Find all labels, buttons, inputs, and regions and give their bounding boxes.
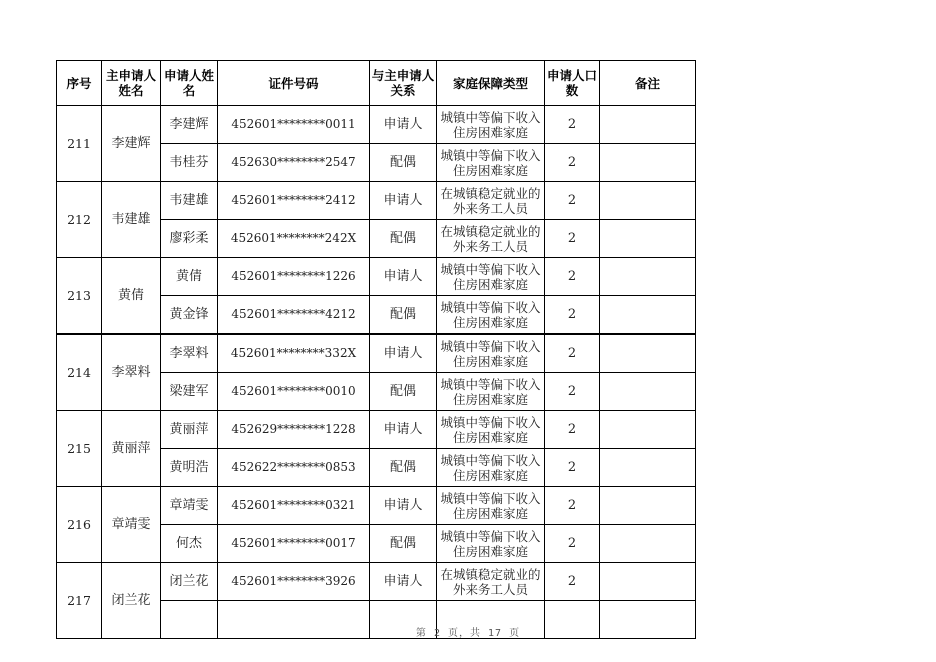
header-family-type: 家庭保障类型 [437,61,545,106]
family-type-cell: 城镇中等偏下收入住房困难家庭 [437,296,545,335]
id-number-cell: 452601********332X [218,334,370,373]
relation-cell: 配偶 [370,144,437,182]
note-cell [600,487,696,525]
relation-cell: 配偶 [370,296,437,335]
relation-cell: 申请人 [370,334,437,373]
family-type-cell: 城镇中等偏下收入住房困难家庭 [437,106,545,144]
note-cell [600,182,696,220]
applicant-name-cell: 梁建军 [161,373,218,411]
header-main-applicant: 主申请人姓名 [102,61,161,106]
seq-cell: 217 [57,563,102,639]
page-indicator: 第 2 页，共 17 页 [415,628,521,639]
main-applicant-cell: 闭兰花 [102,563,161,639]
family-type-cell: 城镇中等偏下收入住房困难家庭 [437,411,545,449]
applicant-name-cell: 何杰 [161,525,218,563]
table-body [57,106,696,639]
relation-cell: 申请人 [370,182,437,220]
table-row [57,487,696,525]
seq-cell: 212 [57,182,102,258]
family-type-cell: 城镇中等偏下收入住房困难家庭 [437,449,545,487]
applicant-name-cell: 李建辉 [161,106,218,144]
applicant-name-cell: 黄金锋 [161,296,218,335]
note-cell [600,220,696,258]
applicant-name-cell: 廖彩柔 [161,220,218,258]
id-number-cell: 452601********2412 [218,182,370,220]
relation-cell: 申请人 [370,487,437,525]
family-type-cell: 城镇中等偏下收入住房困难家庭 [437,258,545,296]
note-cell [600,258,696,296]
note-cell [600,563,696,601]
header-seq: 序号 [57,61,102,106]
count-cell: 2 [545,487,600,525]
id-number-cell: 452601********0010 [218,373,370,411]
table-row [57,411,696,449]
main-applicant-cell: 韦建雄 [102,182,161,258]
id-number-cell: 452601********1226 [218,258,370,296]
note-cell [600,296,696,335]
main-applicant-cell: 章靖雯 [102,487,161,563]
applicant-name-cell: 章靖雯 [161,487,218,525]
id-number-cell: 452601********3926 [218,563,370,601]
relation-cell: 配偶 [370,220,437,258]
table-row [57,106,696,144]
count-cell: 2 [545,411,600,449]
id-number-cell: 452601********0011 [218,106,370,144]
count-cell: 2 [545,296,600,335]
count-cell: 2 [545,144,600,182]
family-type-cell: 城镇中等偏下收入住房困难家庭 [437,373,545,411]
id-number-cell: 452601********4212 [218,296,370,335]
id-number-cell: 452601********242X [218,220,370,258]
relation-cell: 配偶 [370,449,437,487]
id-number-cell: 452601********0321 [218,487,370,525]
count-cell: 2 [545,106,600,144]
family-type-cell: 在城镇稳定就业的外来务工人员 [437,182,545,220]
count-cell: 2 [545,563,600,601]
main-applicant-cell: 黄倩 [102,258,161,335]
header-id-number: 证件号码 [218,61,370,106]
family-type-cell: 在城镇稳定就业的外来务工人员 [437,220,545,258]
count-cell: 2 [545,220,600,258]
count-cell: 2 [545,373,600,411]
header-row [57,61,696,106]
note-cell [600,525,696,563]
applicant-name-cell: 韦建雄 [161,182,218,220]
seq-cell: 216 [57,487,102,563]
family-type-cell: 城镇中等偏下收入住房困难家庭 [437,334,545,373]
table-row [57,334,696,373]
header-count: 申请人口数 [545,61,600,106]
id-number-cell: 452630********2547 [218,144,370,182]
relation-cell: 配偶 [370,373,437,411]
relation-cell: 申请人 [370,563,437,601]
applicant-name-cell: 黄明浩 [161,449,218,487]
count-cell: 2 [545,449,600,487]
table-row [57,563,696,601]
applicant-name-cell: 韦桂芬 [161,144,218,182]
header-applicant-name: 申请人姓名 [161,61,218,106]
note-cell [600,334,696,373]
header-relation: 与主申请人关系 [370,61,437,106]
count-cell: 2 [545,182,600,220]
count-cell: 2 [545,258,600,296]
id-number-cell: 452629********1228 [218,411,370,449]
family-type-cell: 在城镇稳定就业的外来务工人员 [437,563,545,601]
seq-cell: 213 [57,258,102,335]
seq-cell: 211 [57,106,102,182]
seq-cell: 215 [57,411,102,487]
count-cell: 2 [545,334,600,373]
main-applicant-cell: 李翠料 [102,334,161,411]
main-applicant-cell: 黄丽萍 [102,411,161,487]
note-cell [600,449,696,487]
count-cell: 2 [545,525,600,563]
applicant-name-cell: 黄丽萍 [161,411,218,449]
applicant-name-cell: 黄倩 [161,258,218,296]
note-cell [600,373,696,411]
family-type-cell: 城镇中等偏下收入住房困难家庭 [437,487,545,525]
id-number-cell: 452622********0853 [218,449,370,487]
note-cell [600,144,696,182]
table-row [57,182,696,220]
main-applicant-cell: 李建辉 [102,106,161,182]
applicant-name-cell: 李翠料 [161,334,218,373]
table-row [57,258,696,296]
note-cell [600,106,696,144]
relation-cell: 申请人 [370,258,437,296]
header-note: 备注 [600,61,696,106]
relation-cell: 申请人 [370,106,437,144]
family-type-cell: 城镇中等偏下收入住房困难家庭 [437,525,545,563]
table-viewport [56,60,696,608]
relation-cell: 申请人 [370,411,437,449]
applicant-name-cell: 闭兰花 [161,563,218,601]
note-cell [600,411,696,449]
seq-cell: 214 [57,334,102,411]
applicant-table [56,60,696,639]
family-type-cell: 城镇中等偏下收入住房困难家庭 [437,144,545,182]
relation-cell: 配偶 [370,525,437,563]
id-number-cell: 452601********0017 [218,525,370,563]
